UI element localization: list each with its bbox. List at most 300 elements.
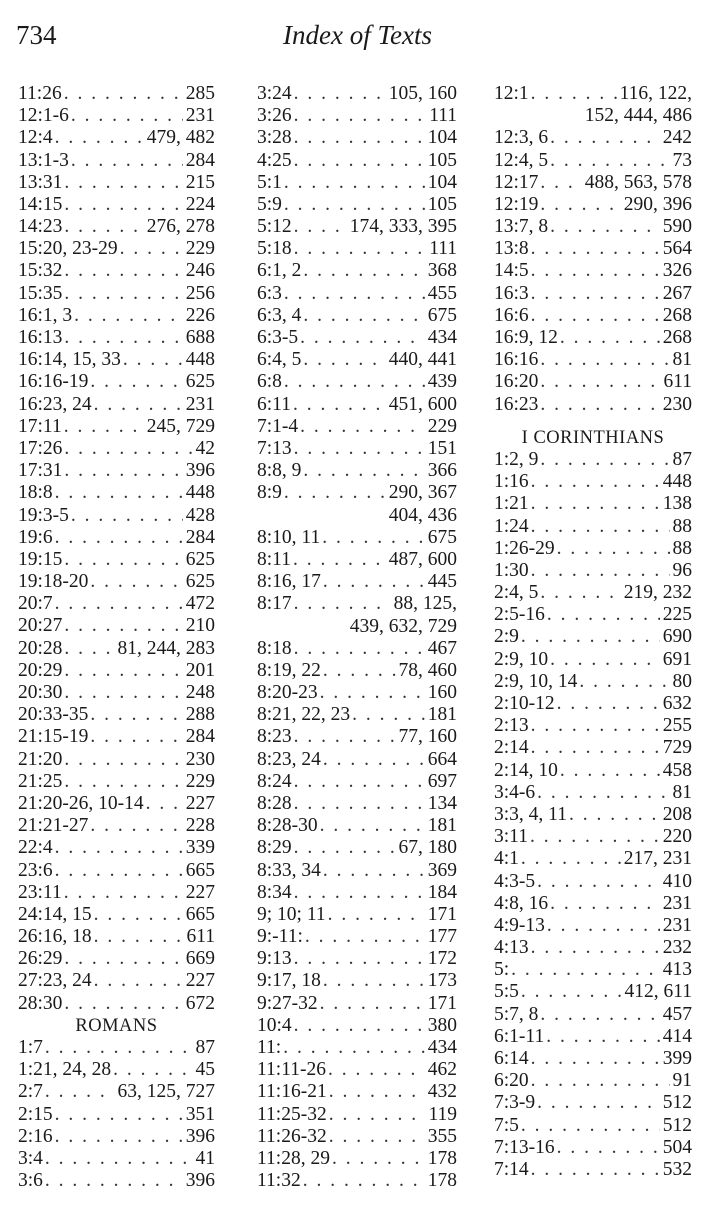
page-references: 284	[185, 726, 215, 748]
index-entry	[257, 771, 457, 793]
page-references: 625	[185, 548, 215, 570]
dot-leader	[64, 882, 183, 904]
index-entry	[257, 1126, 457, 1148]
verse-reference: 7:3-9	[494, 1092, 536, 1114]
index-entry	[257, 394, 457, 416]
page-references: 87	[195, 1037, 215, 1059]
dot-leader	[294, 948, 425, 970]
dot-leader	[293, 394, 386, 416]
index-entry	[257, 993, 457, 1015]
page-references: 229	[427, 415, 457, 437]
index-entry	[257, 482, 457, 504]
index-entry	[494, 83, 692, 105]
dot-leader	[531, 516, 670, 538]
index-entry	[494, 194, 692, 216]
page-references: 290, 396	[623, 193, 692, 215]
page-references: 276, 278	[146, 216, 215, 238]
page-references: 414	[662, 1025, 692, 1047]
dot-leader	[71, 150, 183, 172]
page-references: 672	[185, 992, 215, 1014]
verse-reference: 2:9, 10	[494, 648, 549, 670]
dot-leader	[64, 948, 182, 970]
page-references: 380	[427, 1014, 457, 1036]
dot-leader	[294, 726, 396, 748]
index-entry	[18, 150, 215, 172]
index-entry	[18, 793, 215, 815]
index-entry	[257, 793, 457, 815]
dot-leader	[303, 1170, 425, 1192]
index-entry	[494, 649, 692, 671]
verse-reference: 8:11	[257, 548, 291, 570]
verse-reference: 20:7	[18, 593, 53, 615]
index-entry	[18, 948, 215, 970]
index-entry	[494, 127, 692, 149]
dot-leader	[540, 1004, 659, 1026]
index-entry	[257, 682, 457, 704]
verse-reference: 8:33, 34	[257, 859, 321, 881]
page-references: 160	[427, 682, 457, 704]
page-references: 455	[427, 282, 457, 304]
page-references: 665	[185, 859, 215, 881]
index-entry	[257, 571, 457, 593]
verse-reference: 6:1, 2	[257, 260, 302, 282]
dot-leader	[305, 926, 425, 948]
page-references: 81, 244, 283	[117, 637, 215, 659]
dot-leader	[294, 216, 347, 238]
dot-leader	[323, 860, 425, 882]
dot-leader	[329, 1126, 425, 1148]
index-entry	[18, 1037, 215, 1059]
dot-leader	[540, 582, 620, 604]
page-references: 290, 367	[388, 482, 457, 504]
dot-leader	[322, 527, 425, 549]
index-entry	[18, 704, 215, 726]
page-header	[0, 20, 715, 56]
verse-reference: 16:16-19	[18, 371, 89, 393]
page-references: 729	[662, 737, 692, 759]
verse-reference: 14:15	[18, 193, 63, 215]
verse-reference: 19:6	[18, 526, 53, 548]
page-references: 611	[663, 371, 692, 393]
dot-leader	[64, 438, 192, 460]
page-references: 351	[185, 1103, 215, 1125]
verse-reference: 17:11	[18, 415, 62, 437]
index-entry	[257, 1015, 457, 1037]
verse-reference: 6:3, 4	[257, 304, 302, 326]
verse-reference: 8:28	[257, 793, 292, 814]
dot-leader	[90, 726, 182, 748]
verse-reference: 1:26-29	[494, 537, 555, 559]
index-entry	[494, 737, 692, 759]
page-references: 81	[672, 781, 692, 803]
dot-leader	[303, 261, 424, 283]
verse-reference: 16:13	[18, 327, 63, 349]
dot-leader	[323, 971, 425, 993]
page-references: 91	[672, 1070, 692, 1092]
index-entry	[494, 1137, 692, 1159]
index-entry	[18, 305, 215, 327]
dot-leader	[323, 571, 425, 593]
verse-reference: 5:7, 8	[494, 1003, 539, 1025]
verse-reference: 21:21-27	[18, 815, 89, 837]
page-references: 171	[427, 903, 457, 925]
index-entry	[257, 416, 457, 438]
dot-leader	[550, 893, 660, 915]
dot-leader	[64, 83, 183, 105]
index-entry	[18, 837, 215, 859]
page-references: 217, 231	[623, 848, 692, 870]
verse-reference: 2:16	[18, 1125, 53, 1147]
index-entry	[257, 971, 457, 993]
dot-leader	[64, 327, 182, 349]
verse-reference: 9:27-32	[257, 992, 318, 1014]
page-references: 285	[185, 83, 215, 104]
dot-leader	[294, 105, 427, 127]
page-references: 366	[427, 460, 457, 482]
index-entry	[494, 826, 692, 848]
page-references: 134	[427, 793, 457, 814]
index-entry	[18, 926, 215, 948]
dot-leader	[294, 593, 391, 615]
dot-leader	[55, 1126, 183, 1148]
page-references: 268	[662, 327, 692, 349]
page-references: 227	[185, 881, 215, 903]
verse-reference: 2:14, 10	[494, 759, 558, 781]
index-entry	[18, 904, 215, 926]
dot-leader	[540, 172, 581, 194]
index-entry	[494, 1004, 692, 1026]
index-entry	[18, 416, 215, 438]
dot-leader	[320, 993, 425, 1015]
verse-reference: 9:13	[257, 948, 292, 970]
index-entry	[18, 1104, 215, 1126]
verse-reference: 16:20	[494, 371, 539, 393]
dot-leader	[328, 1059, 425, 1081]
index-entry	[494, 1159, 692, 1181]
index-entry	[494, 893, 692, 915]
page-references: 448	[185, 349, 215, 371]
index-entry	[257, 305, 457, 327]
index-entry	[257, 527, 457, 549]
index-entry	[257, 194, 457, 216]
dot-leader	[90, 371, 182, 393]
dot-leader	[531, 261, 660, 283]
verse-reference: 4:9-13	[494, 914, 545, 936]
verse-reference: 12:3, 6	[494, 127, 549, 149]
dot-leader	[294, 150, 425, 172]
verse-reference: 21:20	[18, 748, 63, 770]
index-entry	[494, 150, 692, 172]
page-references: 432	[427, 1081, 457, 1103]
dot-leader	[294, 1015, 425, 1037]
page-references: 208	[662, 804, 692, 825]
dot-leader	[64, 416, 144, 438]
index-entry	[494, 627, 692, 649]
verse-reference: 2:9, 10, 14	[494, 670, 578, 692]
verse-reference: 6:4, 5	[257, 349, 302, 371]
dot-leader	[283, 1037, 425, 1059]
page-number: 734	[16, 20, 57, 50]
verse-reference: 8:17	[257, 593, 292, 615]
index-entry	[257, 638, 457, 660]
page-references: 368	[427, 260, 457, 282]
dot-leader	[284, 194, 425, 216]
index-entry	[257, 460, 457, 482]
verse-reference: 3:11	[494, 826, 528, 848]
index-entry	[494, 261, 692, 283]
verse-reference: 20:30	[18, 682, 63, 704]
page-references: 256	[185, 282, 215, 304]
verse-reference: 13:7, 8	[494, 216, 549, 238]
page-references: 440, 441	[388, 349, 457, 371]
index-entry	[494, 715, 692, 737]
dot-leader	[64, 682, 182, 704]
index-entry	[257, 815, 457, 837]
page-references: 410	[662, 870, 692, 892]
verse-reference: 11:26	[18, 83, 62, 104]
dot-leader	[120, 238, 183, 260]
dot-leader	[284, 283, 425, 305]
dot-leader	[547, 915, 660, 937]
verse-reference: 16:3	[494, 282, 529, 304]
index-entry	[257, 704, 457, 726]
index-entry	[257, 1059, 457, 1081]
index-entry	[18, 1170, 215, 1192]
section-heading: ROMANS	[75, 1015, 158, 1036]
verse-reference: 10:4	[257, 1014, 292, 1036]
verse-reference: 19:18-20	[18, 571, 89, 593]
page-references: 445	[427, 571, 457, 593]
verse-reference: 2:4, 5	[494, 582, 539, 604]
verse-reference: 11:	[257, 1037, 282, 1059]
dot-leader	[64, 216, 143, 238]
page-references: 326	[662, 260, 692, 282]
index-entry	[257, 1148, 457, 1170]
index-entry	[18, 505, 215, 527]
index-entry	[494, 671, 692, 693]
dot-leader	[531, 493, 660, 515]
verse-reference: 15:20, 23-29	[18, 238, 118, 260]
index-entry	[18, 172, 215, 194]
index-entry	[494, 693, 692, 715]
dot-leader	[146, 793, 183, 815]
index-entry	[494, 1026, 692, 1048]
index-entry	[494, 471, 692, 493]
verse-reference: 1:24	[494, 515, 529, 537]
verse-reference: 8:34	[257, 881, 292, 903]
index-entry	[18, 482, 215, 504]
verse-reference: 20:33-35	[18, 704, 89, 726]
page-references: 625	[185, 571, 215, 593]
index-entry	[257, 83, 457, 105]
dot-leader	[303, 305, 424, 327]
dot-leader	[64, 261, 182, 283]
dot-leader	[294, 127, 425, 149]
index-entry	[18, 1126, 215, 1148]
dot-leader	[293, 549, 386, 571]
dot-leader	[55, 527, 183, 549]
dot-leader	[303, 349, 385, 371]
verse-reference: 8:8, 9	[257, 460, 302, 482]
verse-reference: 11:28, 29	[257, 1148, 330, 1169]
page-references: 87	[672, 449, 692, 470]
dot-leader	[284, 371, 425, 393]
page-references: 226	[185, 304, 215, 326]
verse-reference: 3:4-6	[494, 781, 536, 803]
page-references: 96	[672, 559, 692, 581]
index-entry	[257, 327, 457, 349]
verse-reference: 12:19	[494, 193, 539, 215]
verse-reference: 11:11-26	[257, 1059, 326, 1081]
page-references: 399	[662, 1048, 692, 1070]
verse-reference: 3:6	[18, 1170, 43, 1192]
page-references: 232	[662, 937, 692, 959]
dot-leader	[531, 1070, 670, 1092]
dot-leader	[537, 1092, 660, 1114]
verse-reference: 13:8	[494, 238, 529, 260]
dot-leader	[64, 993, 182, 1015]
page-references: 173	[427, 970, 457, 992]
index-entry	[494, 394, 692, 416]
verse-reference: 5:18	[257, 238, 292, 260]
index-entry	[18, 771, 215, 793]
dot-leader	[64, 771, 182, 793]
index-entry	[18, 394, 215, 416]
index-entry	[494, 371, 692, 393]
verse-reference: 6:20	[494, 1070, 529, 1092]
index-entry	[257, 283, 457, 305]
dot-leader	[113, 1059, 192, 1081]
verse-reference: 16:16	[494, 349, 539, 371]
dot-leader	[531, 283, 660, 305]
dot-leader	[64, 616, 182, 638]
dot-leader	[569, 804, 660, 826]
verse-reference: 28:30	[18, 992, 63, 1014]
verse-reference: 12:4, 5	[494, 149, 549, 171]
page-references: 63, 125, 727	[117, 1081, 215, 1103]
index-entry	[18, 971, 215, 993]
page-references: 80	[672, 670, 692, 692]
page-references: 230	[662, 393, 692, 415]
dot-leader	[521, 1115, 660, 1137]
verse-reference: 15:32	[18, 260, 63, 282]
page-references: 434	[427, 1037, 457, 1059]
verse-reference: 3:3, 4, 11	[494, 804, 567, 825]
verse-reference: 17:31	[18, 460, 63, 482]
page-references: 458	[662, 759, 692, 781]
index-entry	[257, 1170, 457, 1192]
page-references: 227	[185, 970, 215, 992]
index-entry	[257, 127, 457, 149]
dot-leader	[45, 1170, 183, 1192]
dot-leader	[64, 283, 182, 305]
verse-reference: 14:5	[494, 260, 529, 282]
verse-reference: 9:-11:	[257, 926, 303, 948]
page-references-continued: 404, 436	[388, 504, 457, 526]
dot-leader	[531, 1048, 660, 1070]
dot-leader	[45, 1081, 115, 1103]
verse-reference: 7:13	[257, 438, 292, 459]
dot-leader	[531, 560, 670, 582]
verse-reference: 6:3	[257, 282, 282, 304]
verse-reference: 21:15-19	[18, 726, 89, 748]
page-references: 457	[662, 1003, 692, 1025]
verse-reference: 20:28	[18, 637, 63, 659]
index-entry	[257, 948, 457, 970]
index-entry	[18, 571, 215, 593]
index-column-3	[494, 83, 692, 1181]
page-references: 181	[427, 704, 457, 726]
page-references: 434	[427, 327, 457, 349]
page-references: 467	[427, 637, 457, 659]
verse-reference: 2:5-16	[494, 604, 545, 626]
page-references: 688	[185, 327, 215, 349]
page-references: 231	[185, 393, 215, 415]
verse-reference: 12:1	[494, 83, 529, 104]
verse-reference: 6:1-11	[494, 1025, 545, 1047]
page-references: 248	[185, 682, 215, 704]
verse-reference: 8:10, 11	[257, 526, 321, 548]
page-references: 105	[427, 149, 457, 171]
index-entry	[257, 860, 457, 882]
page-references: 42	[195, 438, 215, 459]
page-references: 504	[662, 1136, 692, 1158]
index-entry	[18, 726, 215, 748]
index-entry	[257, 882, 457, 904]
page-references: 119	[428, 1103, 457, 1125]
page-references: 690	[662, 626, 692, 648]
dot-leader	[550, 216, 660, 238]
verse-reference: 1:7	[18, 1037, 43, 1059]
page-references: 230	[185, 748, 215, 770]
index-entry	[257, 238, 457, 260]
index-entry	[494, 915, 692, 937]
page-references: 224	[185, 193, 215, 215]
page-references: 339	[185, 837, 215, 859]
index-entry	[18, 349, 215, 371]
page-references: 413	[662, 959, 692, 981]
dot-leader	[521, 982, 622, 1004]
page-references: 284	[185, 526, 215, 548]
verse-reference: 16:14, 15, 33	[18, 349, 121, 371]
verse-reference: 5:1	[257, 171, 282, 193]
verse-reference: 4:3-5	[494, 870, 536, 892]
dot-leader	[284, 172, 425, 194]
page-references: 284	[185, 149, 215, 171]
index-entry	[18, 283, 215, 305]
dot-leader	[71, 105, 183, 127]
index-entry	[257, 904, 457, 926]
page-references: 268	[662, 304, 692, 326]
dot-leader	[74, 305, 183, 327]
dot-leader	[294, 83, 386, 105]
page-references: 78, 460	[398, 659, 457, 681]
verse-reference: 13:1-3	[18, 149, 69, 171]
verse-reference: 5:5	[494, 981, 519, 1003]
verse-reference: 23:11	[18, 881, 62, 903]
dot-leader	[90, 571, 182, 593]
verse-reference: 5:9	[257, 193, 282, 215]
page-references: 396	[185, 1125, 215, 1147]
index-entry	[494, 760, 692, 782]
index-entry	[18, 860, 215, 882]
verse-reference: 14:23	[18, 216, 63, 238]
dot-leader	[547, 604, 660, 626]
index-entry	[257, 216, 457, 238]
dot-leader	[94, 394, 183, 416]
verse-reference: 2:10-12	[494, 693, 555, 715]
dot-leader	[64, 549, 182, 571]
